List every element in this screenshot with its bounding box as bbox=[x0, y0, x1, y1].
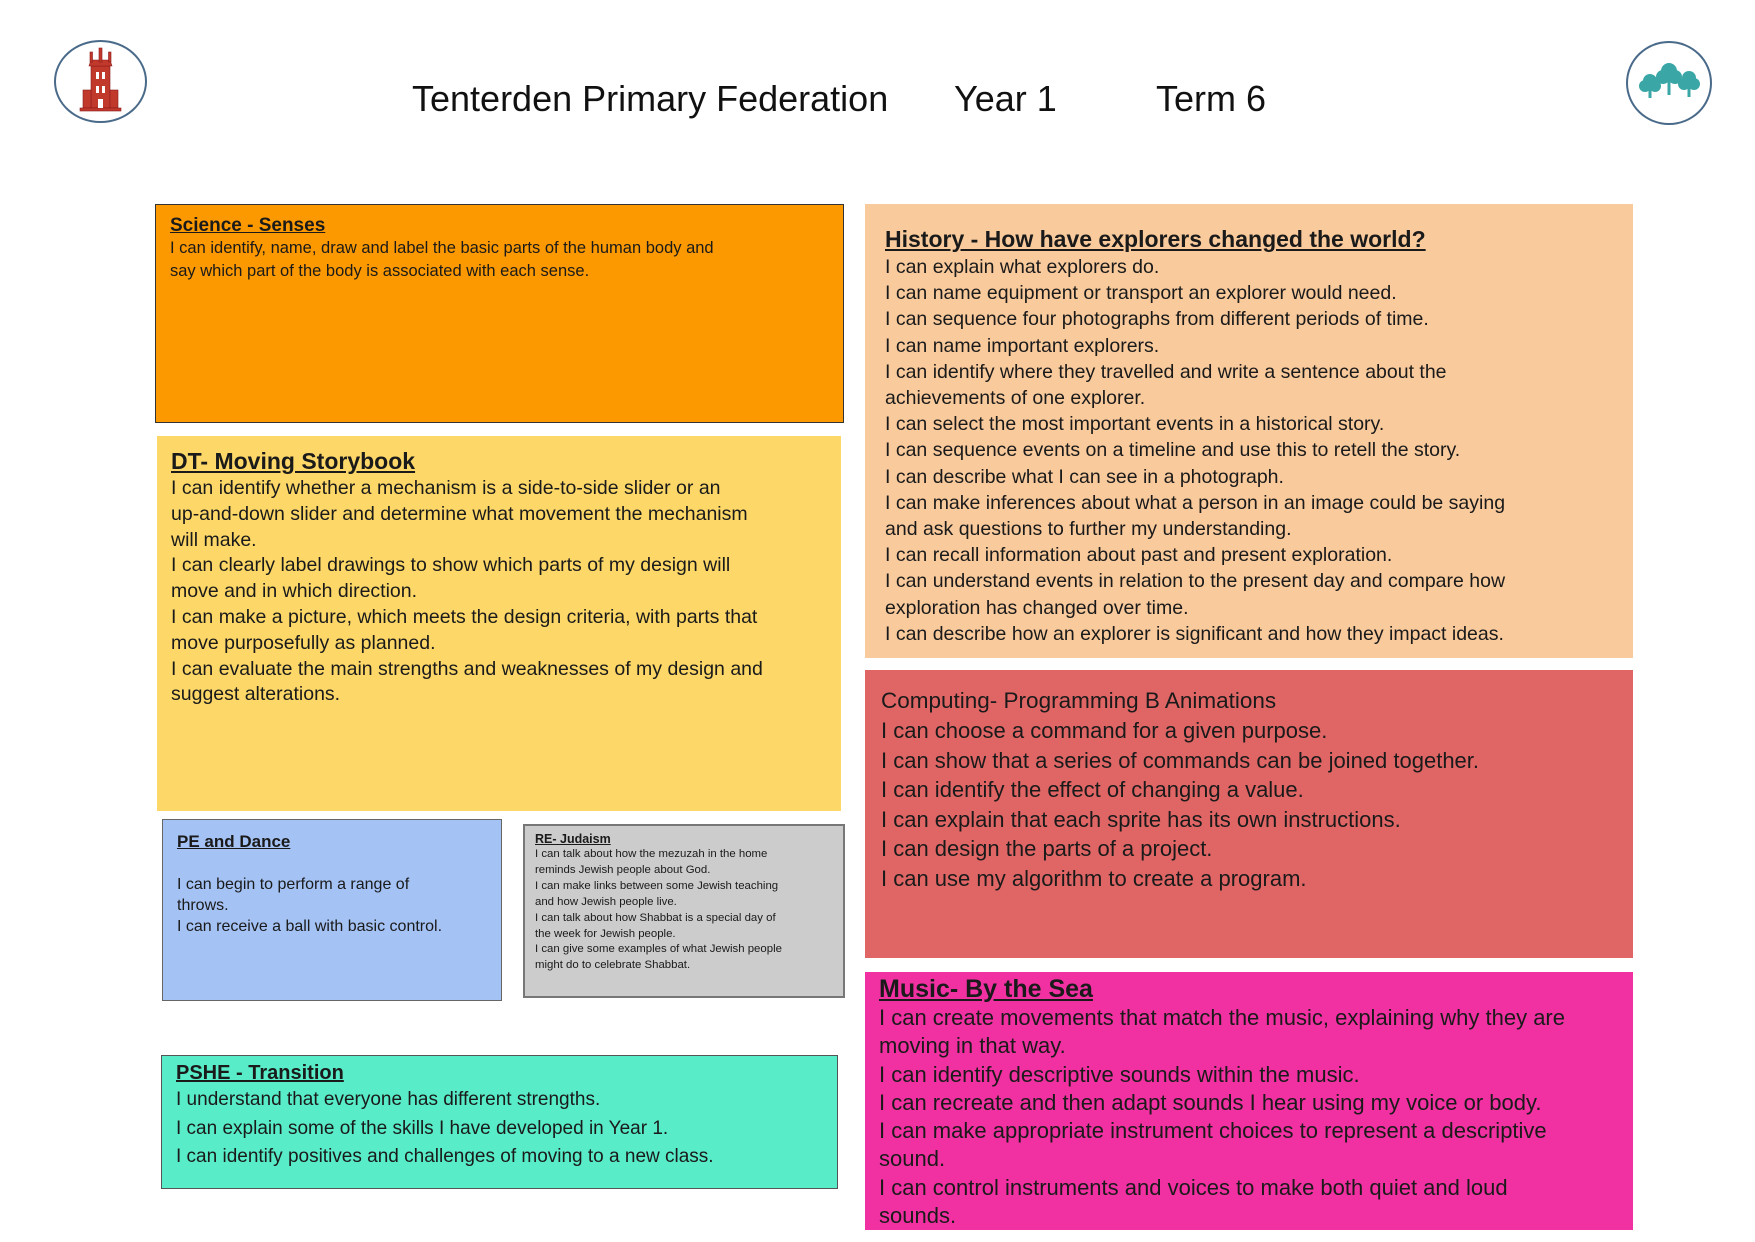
history-line: I can identify where they travelled and write a sentence about the bbox=[885, 360, 1447, 383]
dt-panel bbox=[157, 436, 841, 811]
history-line: I can make inferences about what a person in an image could be saying bbox=[885, 491, 1506, 514]
history-line: achievements of one explorer. bbox=[885, 387, 1146, 410]
music-line: I can make appropriate instrument choices to represent a descriptive bbox=[879, 1118, 1547, 1144]
computing-line: I can show that a series of commands can be joined together. bbox=[881, 747, 1480, 773]
term-label: Term 6 bbox=[1156, 78, 1267, 119]
school-name: Tenterden Primary Federation bbox=[412, 78, 889, 119]
pe-line: I can begin to perform a range of bbox=[177, 876, 410, 893]
re-line: the week for Jewish people. bbox=[535, 927, 676, 940]
dt-title: DT- Moving Storybook bbox=[171, 448, 416, 474]
history-line: I can understand events in relation to the present day and compare how bbox=[885, 570, 1506, 593]
history-line: I can name important explorers. bbox=[885, 334, 1160, 357]
music-line: I can identify descriptive sounds within the music. bbox=[879, 1061, 1360, 1087]
science-line: I can identify, name, draw and label the basic parts of the human body and bbox=[170, 239, 714, 257]
history-line: I can explain what explorers do. bbox=[885, 256, 1160, 278]
history-line: I can describe what I can see in a photograph. bbox=[885, 465, 1284, 488]
history-line: I can recall information about past and present exploration. bbox=[885, 544, 1393, 567]
pshe-line: I can identify positives and challenges of moving to a new class. bbox=[176, 1146, 714, 1167]
dt-line: move purposefully as planned. bbox=[171, 631, 436, 654]
pe-line: throws. bbox=[177, 897, 229, 914]
pshe-panel bbox=[161, 1055, 838, 1189]
pe-panel bbox=[162, 819, 502, 1001]
history-line: I can sequence four photographs from different periods of time. bbox=[885, 308, 1429, 331]
re-line: might do to celebrate Shabbat. bbox=[535, 959, 691, 972]
computing-title: Computing- Programming B Animations bbox=[881, 688, 1277, 713]
re-title: RE- Judaism bbox=[535, 832, 611, 846]
trees-logo-icon bbox=[1626, 41, 1712, 125]
pe-title: PE and Dance bbox=[177, 832, 291, 851]
dt-line: up-and-down slider and determine what movement the mechanism bbox=[171, 502, 748, 525]
music-line: I can control instruments and voices to make both quiet and loud bbox=[879, 1174, 1508, 1200]
history-line: exploration has changed over time. bbox=[885, 596, 1189, 619]
dt-line: will make. bbox=[171, 528, 257, 551]
computing-line: I can design the parts of a project. bbox=[881, 836, 1213, 861]
pe-line: I can receive a ball with basic control. bbox=[177, 918, 443, 935]
re-line: I can talk about how Shabbat is a special day of bbox=[535, 911, 776, 924]
computing-panel bbox=[865, 670, 1633, 958]
computing-line: I can choose a command for a given purpose. bbox=[881, 718, 1328, 743]
history-panel bbox=[865, 204, 1633, 658]
music-line: sounds. bbox=[879, 1203, 957, 1229]
re-line: reminds Jewish people about God. bbox=[535, 863, 711, 876]
dt-line: I can clearly label drawings to show which parts of my design will bbox=[171, 554, 731, 577]
music-title: Music- By the Sea bbox=[879, 975, 1093, 1003]
science-title: Science - Senses bbox=[170, 215, 326, 236]
computing-line: I can explain that each sprite has its own instructions. bbox=[881, 806, 1401, 832]
pshe-line: I understand that everyone has different strengths. bbox=[176, 1089, 601, 1110]
music-line: I can create movements that match the music, explaining why they are bbox=[879, 1005, 1565, 1030]
re-line: I can talk about how the mezuzah in the home bbox=[535, 848, 768, 860]
re-panel bbox=[523, 824, 845, 998]
dt-line: I can evaluate the main strengths and weaknesses of my design and bbox=[171, 657, 763, 680]
re-line: I can give some examples of what Jewish people bbox=[535, 943, 782, 956]
church-logo-icon bbox=[54, 40, 147, 123]
music-line: I can recreate and then adapt sounds I hear using my voice or body. bbox=[879, 1089, 1542, 1115]
pshe-title: PSHE - Transition bbox=[176, 1062, 344, 1084]
music-panel bbox=[865, 972, 1633, 1230]
dt-line: move and in which direction. bbox=[171, 580, 418, 603]
history-line: I can sequence events on a timeline and use this to retell the story. bbox=[885, 439, 1461, 462]
computing-line: I can use my algorithm to create a program. bbox=[881, 865, 1307, 891]
dt-line: I can make a picture, which meets the design criteria, with parts that bbox=[171, 605, 758, 628]
music-line: moving in that way. bbox=[879, 1033, 1066, 1059]
history-line: I can describe how an explorer is significant and how they impact ideas. bbox=[885, 622, 1504, 645]
re-line: I can make links between some Jewish teaching bbox=[535, 879, 779, 892]
re-line: and how Jewish people live. bbox=[535, 895, 677, 908]
year-label: Year 1 bbox=[954, 78, 1057, 119]
dt-line: suggest alterations. bbox=[171, 683, 341, 706]
history-line: I can name equipment or transport an explorer would need. bbox=[885, 282, 1397, 305]
computing-line: I can identify the effect of changing a value. bbox=[881, 777, 1304, 802]
dt-line: I can identify whether a mechanism is a side-to-side slider or an bbox=[171, 477, 721, 499]
history-line: I can select the most important events in a historical story. bbox=[885, 413, 1385, 436]
history-line: and ask questions to further my understanding. bbox=[885, 518, 1292, 541]
pshe-line: I can explain some of the skills I have developed in Year 1. bbox=[176, 1117, 669, 1139]
music-line: sound. bbox=[879, 1146, 946, 1172]
history-title: History - How have explorers changed the world? bbox=[885, 226, 1426, 252]
science-panel bbox=[155, 204, 844, 423]
science-line: say which part of the body is associated with each sense. bbox=[170, 262, 590, 280]
